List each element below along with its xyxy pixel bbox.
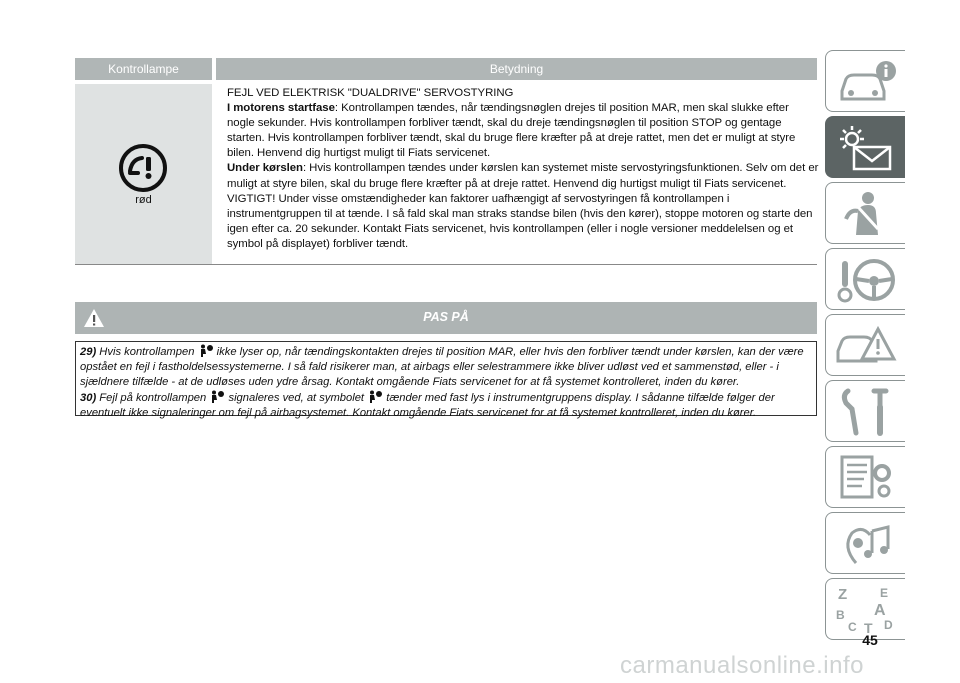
desc-p1-text: : Kontrollampen tændes, når tændingsnøglen drejes til position MAR, men skal slukke efter nogle sekunder. Hvis kontrollampen forbliver tændt, skal du dreje tændingsnøglen til position STOP og gentage starten. Hvis kontrollampen forbliver tændt, skal du bruge flere kræfter på at dreje rattet, men det er muligt at styre bilen. Henvend dig hurtigst muligt til Fiats servicenet. [227,102,796,160]
multimedia-icon [834,519,898,569]
note-30-text-c: tænder med fast lys i instrumentgruppens display. I sådanne tilfælde følger der eventuelt ikke signaleringer om fejl på airbagsystemet. Kontakt omgående Fiats servicenet for at få systemet kontrolleret, inden du kører. [80,392,775,420]
airbag-icon [209,390,225,403]
header-kontrollampe: Kontrollampe [75,58,212,80]
wrench-icon [834,387,898,437]
description-cell [227,86,819,252]
page-number: 45 [862,632,878,648]
index-letter-d: D [884,618,893,632]
lamp-cell [75,84,212,264]
desc-p2-bold: Under kørslen [227,162,303,175]
note-29-text-a: Hvis kontrollampen [99,346,195,358]
tab-index[interactable] [825,578,905,640]
note-29-text-b: ikke lyser op, når tændingskontakten drejes til position MAR, eller hvis den forbliver tændt under kørslen, kan der være opstået en fejl i fastholdelsessystemerne. I så fald risikerer man, at airbags eller selestrammere ikke bliver udløst ved et sammenstød, eller - i sjældnere tilfælde - at de udløses uden ydre årsag. Kontakt omgående Fiats servicenet for at få systemet kontrolleret, inden du kører. [80,346,804,389]
caution-bar [75,302,817,334]
tab-maintenance[interactable] [825,380,905,442]
tab-start-driving[interactable] [825,248,905,310]
index-letters-icon [834,585,898,635]
tab-car-info[interactable] [825,50,905,112]
caution-notes [75,341,817,420]
header-betydning: Betydning [216,58,817,80]
desc-paragraph-important: VIGTIGT! Under visse omstændigheder kan faktorer uafhængigt af servostyringen få kontrollampen i instrumentgruppen til at tænde. I så fald skal man straks standse bilen (hvis den kører), stoppe motoren og starte den igen efter ca. 20 sekunder. Kontakt Fiats servicenet, hvis kontrollampen (eller i nogle versioner meddelelsen og et symbol på displayet) forbliver tændt. [227,192,813,250]
airbag-icon [198,344,214,357]
tab-emergency[interactable] [825,314,905,376]
car-info-icon [834,57,898,107]
steering-warning-icon [118,143,168,193]
airbag-icon [367,390,383,403]
note-30-text-a: Fejl på kontrollampen [99,392,207,405]
desc-paragraph-driving [227,161,819,191]
watermark: carmanualsonline.info [620,652,864,679]
tab-warning-lights[interactable] [825,116,905,178]
index-letter-e: E [880,586,889,600]
note-30-number: 30) [80,392,97,405]
index-letter-b: B [836,608,845,622]
technical-data-icon [834,453,898,503]
tab-multimedia[interactable] [825,512,905,574]
note-29 [80,344,812,390]
index-letter-a: A [874,602,886,619]
warning-lights-icon [834,123,898,173]
table-divider [75,264,817,265]
desc-title: FEJL VED ELEKTRISK "DUALDRIVE" SERVOSTYRING [227,87,514,99]
note-30 [80,390,812,421]
index-letter-z: Z [838,586,848,603]
safety-person-icon [834,189,898,239]
table-header [75,58,817,80]
note-30-text-b: signaleres ved, at symbolet [228,392,365,405]
desc-paragraph-start [227,101,819,161]
desc-p1-bold: I motorens startfase [227,102,335,115]
caution-title: PAS PÅ [423,310,469,324]
tab-safety[interactable] [825,182,905,244]
index-letter-c: C [848,620,857,634]
steering-wheel-key-icon [834,255,898,305]
emergency-car-icon [834,321,898,371]
desc-p2-text: : Hvis kontrollampen tændes under kørslen kan systemet miste servostyringsfunktionen. Selv om det er muligt at styre bilen, skal du bruge flere kræfter på at dreje rattet. Henvend dig hurtigst muligt til Fiats servicenet. [227,162,819,190]
tab-technical-data[interactable] [825,446,905,508]
index-letter-t: T [864,620,873,635]
note-29-number: 29) [80,346,97,358]
lamp-color-label: rød [135,194,152,206]
